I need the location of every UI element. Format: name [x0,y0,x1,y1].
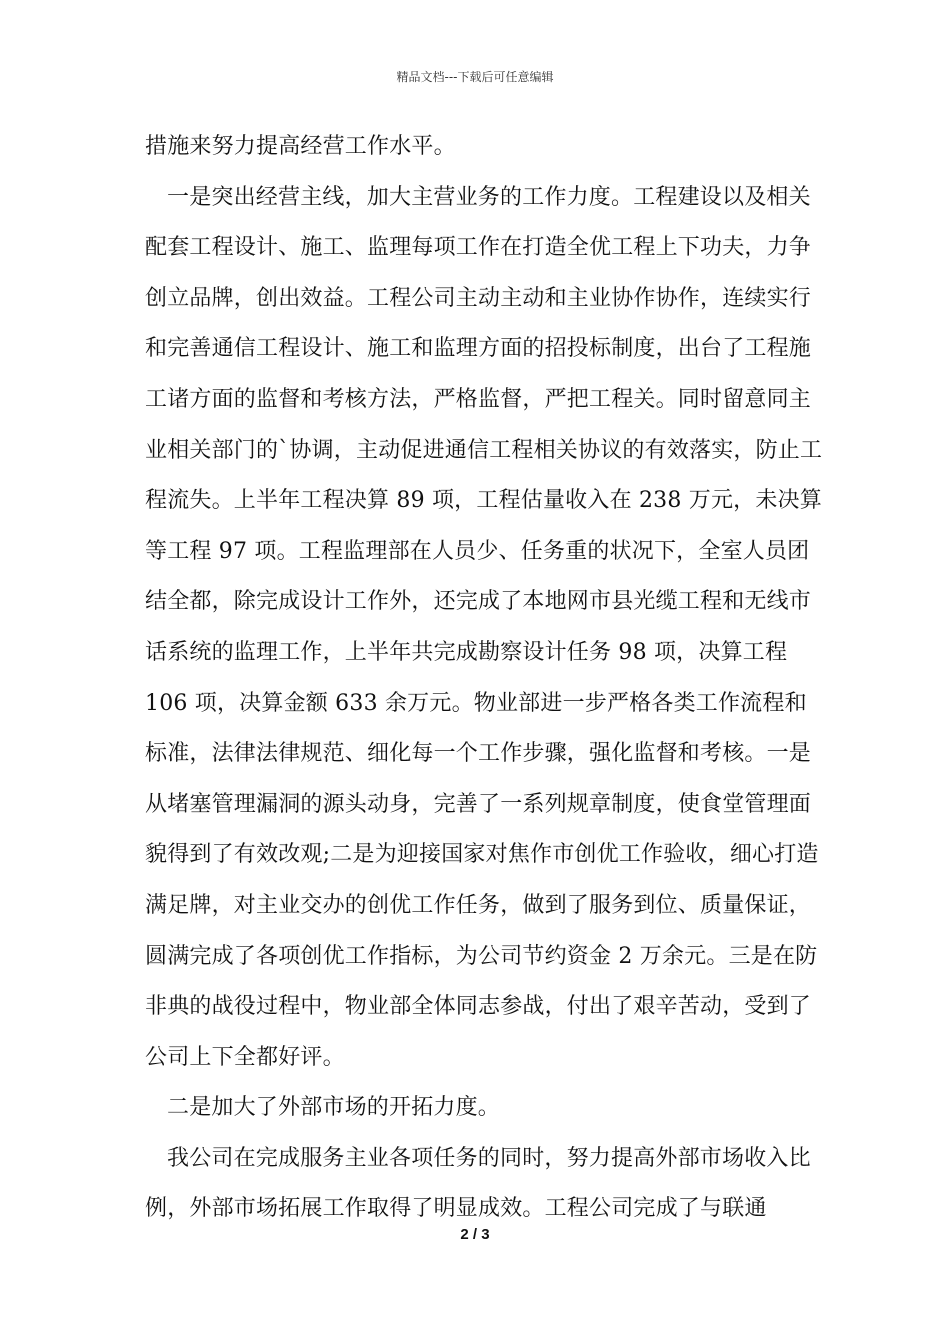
paragraph-external-market: 我公司在完成服务主业各项任务的同时，努力提高外部市场收入比例，外部市场拓展工作取得了明显成效。工程公司完成了与联通 [145,1145,811,1222]
page-number: 2 / 3 [460,1226,490,1243]
page-header: 精品文档---下载后可任意编辑 [396,70,554,84]
paragraph-external-market-heading: 二是加大了外部市场的开拓力度。 [167,1095,501,1121]
paragraph-main-business: 一是突出经营主线，加大主营业务的工作力度。工程建设以及相关配套工程设计、施工、监理每项工作在打造全优工程上下功夫，力争创立品牌，创出效益。工程公司主动主动和主业协作协作，连续实行和完善通信工程设计、施工和监理方面的招投标制度，出台了工程施工诸方面的监督和考核方法，严格监督，严把工程关。同时留意同主业相关部门的`协调，主动促进通信工程相关协议的有效落实，防止工程流失。上半年工程决算 89 项，工程估量收入在 238 万元，未决算等工程 97 项。工程监理部在人员少、任务重的状况下，全室人员团结全都，除完成设计工作外，还完成了本地网市县光缆工程和无线市话系统的监理工作，上半年共完成勘察设计任务 98 项，决算工程 106 项，决算金额 633 余万元。物业部进一步严格各类工作流程和标准，法律法律规范、细化每一个工作步骤，强化监督和考核。一是从堵塞管理漏洞的源头动身，完善了一系列规章制度，使食堂管理面貌得到了有效改观;二是为迎接国家对焦作市创优工作验收，细心打造满足牌，对主业交办的创优工作任务，做到了服务到位、质量保证，圆满完成了各项创优工作指标，为公司节约资金 2 万余元。三是在防非典的战役过程中，物业部全体同志参战，付出了艰辛苦动，受到了公司上下全都好评。 [145,184,823,1070]
paragraph-continuation: 措施来努力提高经营工作水平。 [145,134,456,159]
document-body [145,122,825,1235]
